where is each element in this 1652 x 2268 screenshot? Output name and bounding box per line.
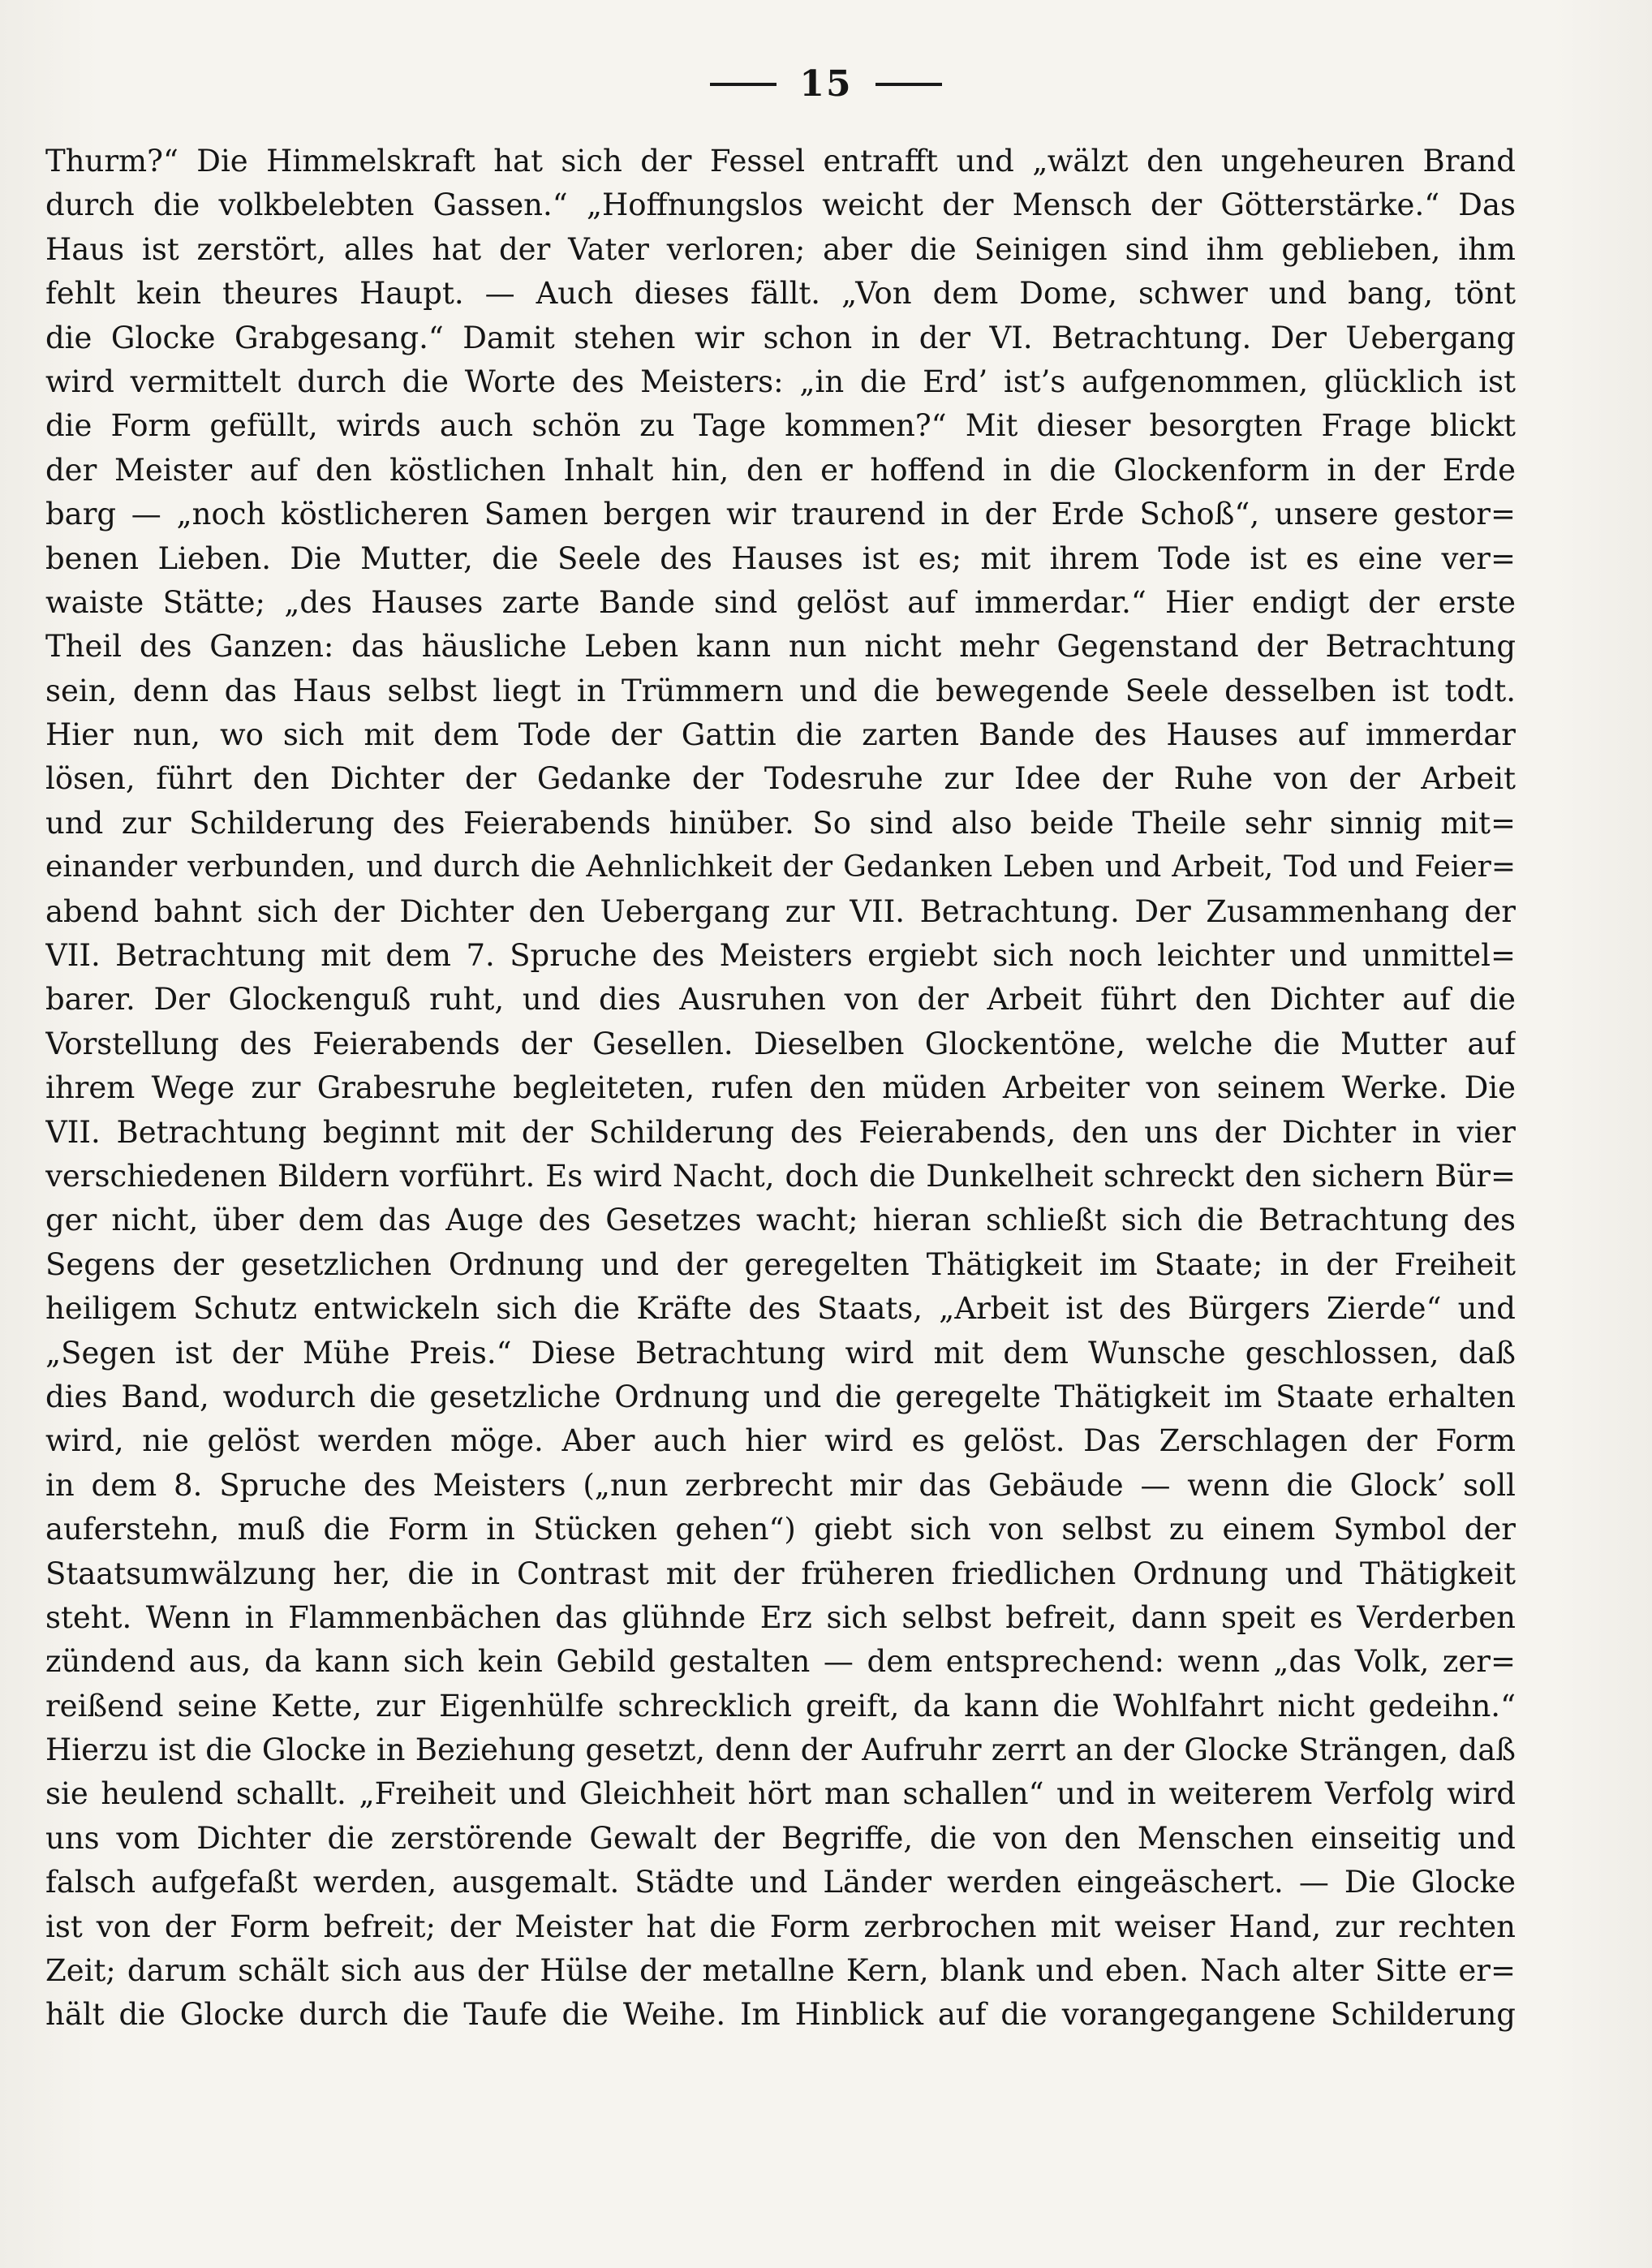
text-line: wird, nie gelöst werden möge. Aber auch hier wird es gelöst. Das Zerschlagen der Form	[45, 1423, 1516, 1459]
text-line: Zeit; darum schält sich aus der Hülse der metallne Kern, blank und eben. Nach alter Sitte er=	[45, 1953, 1516, 1989]
text-line: einander verbunden, und durch die Aehnlichkeit der Gedanken Leben und Arbeit, Tod und Feier=	[45, 850, 1516, 884]
text-line: in dem 8. Spruche des Meisters („nun zerbrecht mir das Gebäude — wenn die Glock’ soll	[45, 1467, 1516, 1503]
text-line: ger nicht, über dem das Auge des Gesetzes wacht; hieran schließt sich die Betrachtung des	[45, 1203, 1516, 1238]
text-line: sie heulend schallt. „Freiheit und Gleichheit hört man schallen“ und in weiterem Verfolg wird	[45, 1776, 1516, 1812]
text-line: auferstehn, muß die Form in Stücken gehen“) giebt sich von selbst zu einem Symbol der	[45, 1512, 1516, 1547]
text-line: barer. Der Glockenguß ruht, und dies Ausruhen von der Arbeit führt den Dichter auf die	[45, 982, 1516, 1018]
text-line: ihrem Wege zur Grabesruhe begleiteten, rufen den müden Arbeiter von seinem Werke. Die	[45, 1070, 1516, 1106]
text-line: uns vom Dichter die zerstörende Gewalt der Begriffe, die von den Menschen einseitig und	[45, 1820, 1516, 1856]
text-line: Haus ist zerstört, alles hat der Vater verloren; aber die Seinigen sind ihm geblieben, ihm	[45, 231, 1516, 267]
text-line: barg — „noch köstlicheren Samen bergen wir traurend in der Erde Schoß“, unsere gestor=	[45, 497, 1516, 532]
page-header	[0, 63, 1652, 105]
text-line: der Meister auf den köstlichen Inhalt hin, den er hoffend in die Glockenform in der Erde	[45, 452, 1516, 488]
header-rule-left	[710, 83, 777, 86]
text-line: VII. Betrachtung mit dem 7. Spruche des Meisters ergiebt sich noch leichter und unmittel=	[45, 938, 1516, 974]
text-line: Hierzu ist die Glocke in Beziehung gesetzt, denn der Aufruhr zerrt an der Glocke Strängen, daß	[45, 1732, 1516, 1768]
header-rule-right	[875, 83, 942, 86]
text-line: und zur Schilderung des Feierabends hinüber. So sind also beide Theile sehr sinnig mit=	[45, 805, 1516, 841]
text-line: „Segen ist der Mühe Preis.“ Diese Betrachtung wird mit dem Wunsche geschlossen, daß	[45, 1335, 1516, 1371]
text-line: Hier nun, wo sich mit dem Tode der Gattin die zarten Bande des Hauses auf immerdar	[45, 717, 1516, 753]
text-line: Staatsumwälzung her, die in Contrast mit der früheren friedlichen Ordnung und Thätigkeit	[45, 1556, 1516, 1591]
text-line: heiligem Schutz entwickeln sich die Kräfte des Staats, „Arbeit ist des Bürgers Zierde“ und	[45, 1291, 1516, 1327]
text-line: ist von der Form befreit; der Meister hat die Form zerbrochen mit weiser Hand, zur rechten	[45, 1909, 1516, 1944]
text-line: durch die volkbelebten Gassen.“ „Hoffnungslos weicht der Mensch der Götterstärke.“ Das	[45, 187, 1516, 223]
body-text	[45, 140, 1516, 2038]
text-line: zündend aus, da kann sich kein Gebild gestalten — dem entsprechend: wenn „das Volk, zer=	[45, 1644, 1516, 1680]
text-line: lösen, führt den Dichter der Gedanke der Todesruhe zur Idee der Ruhe von der Arbeit	[45, 761, 1516, 797]
text-line: wird vermittelt durch die Worte des Meisters: „in die Erd’ ist’s aufgenommen, glücklich ist	[45, 364, 1516, 399]
text-line: reißend seine Kette, zur Eigenhülfe schrecklich greift, da kann die Wohlfahrt nicht gedeihn.“	[45, 1688, 1516, 1724]
text-line: die Form gefüllt, wirds auch schön zu Tage kommen?“ Mit dieser besorgten Frage blickt	[45, 408, 1516, 444]
text-line: VII. Betrachtung beginnt mit der Schilderung des Feierabends, den uns der Dichter in vier	[45, 1114, 1516, 1150]
text-line: sein, denn das Haus selbst liegt in Trümmern und die bewegende Seele desselben ist todt.	[45, 673, 1516, 708]
text-line: benen Lieben. Die Mutter, die Seele des Hauses ist es; mit ihrem Tode ist es eine ver=	[45, 540, 1516, 576]
text-line: die Glocke Grabgesang.“ Damit stehen wir schon in der VI. Betrachtung. Der Uebergang	[45, 320, 1516, 355]
text-line: fehlt kein theures Haupt. — Auch dieses fällt. „Von dem Dome, schwer und bang, tönt	[45, 276, 1516, 312]
page-number: 15	[799, 63, 853, 105]
text-line: Thurm?“ Die Himmelskraft hat sich der Fessel entrafft und „wälzt den ungeheuren Brand	[45, 144, 1516, 179]
text-line: Theil des Ganzen: das häusliche Leben kann nun nicht mehr Gegenstand der Betrachtung	[45, 629, 1516, 665]
text-line: hält die Glocke durch die Taufe die Weihe. Im Hinblick auf die vorangegangene Schilderung	[45, 1997, 1516, 2033]
text-line: falsch aufgefaßt werden, ausgemalt. Städte und Länder werden eingeäschert. — Die Glocke	[45, 1865, 1516, 1900]
text-line: Segens der gesetzlichen Ordnung und der geregelten Thätigkeit im Staate; in der Freiheit	[45, 1246, 1516, 1282]
text-line: waiste Stätte; „des Hauses zarte Bande sind gelöst auf immerdar.“ Hier endigt der erste	[45, 584, 1516, 620]
text-line: steht. Wenn in Flammenbächen das glühnde Erz sich selbst befreit, dann speit es Verderben	[45, 1599, 1516, 1635]
text-line: dies Band, wodurch die gesetzliche Ordnung und die geregelte Thätigkeit im Staate erhalten	[45, 1379, 1516, 1414]
text-line: abend bahnt sich der Dichter den Uebergang zur VII. Betrachtung. Der Zusammenhang der	[45, 893, 1516, 929]
text-line: verschiedenen Bildern vorführt. Es wird Nacht, doch die Dunkelheit schreckt den sichern Bür=	[45, 1158, 1516, 1194]
text-line: Vorstellung des Feierabends der Gesellen. Dieselben Glockentöne, welche die Mutter auf	[45, 1026, 1516, 1061]
